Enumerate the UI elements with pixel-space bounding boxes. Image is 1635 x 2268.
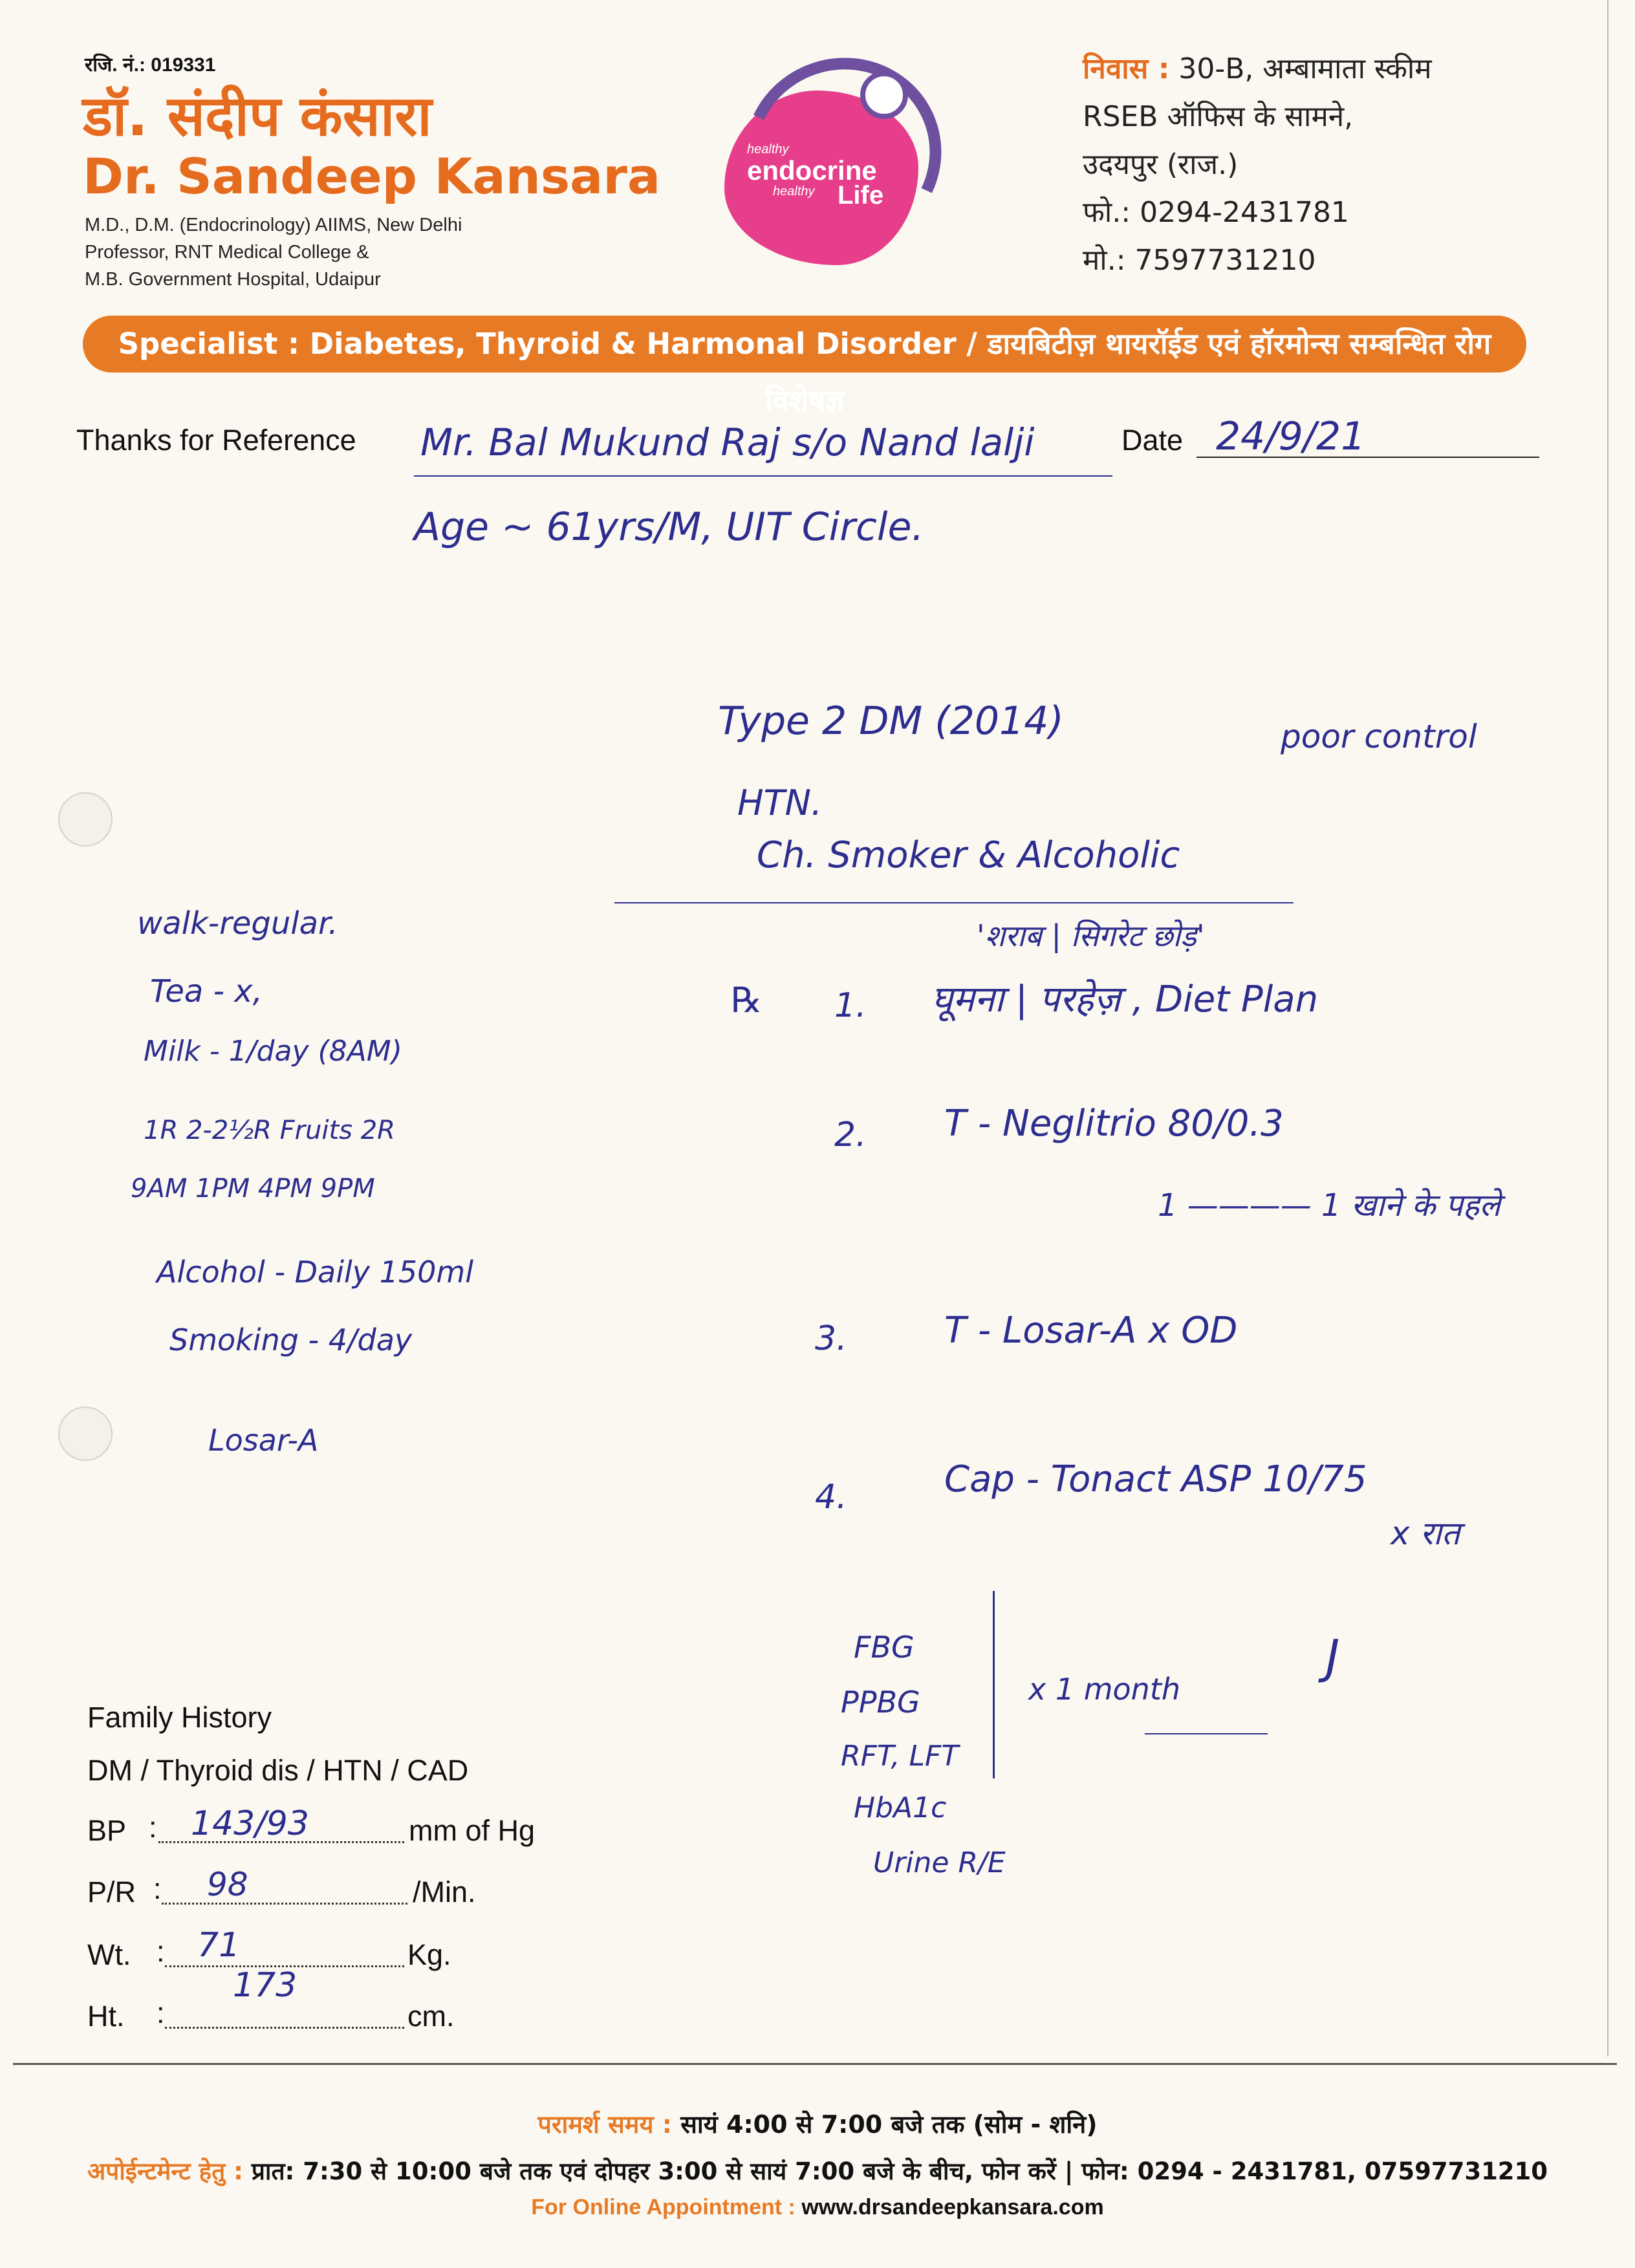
qualification-line: M.D., D.M. (Endocrinology) AIIMS, New Delhi <box>85 215 462 235</box>
patient-name: Mr. Bal Mukund Raj s/o Nand lalji <box>420 420 1035 464</box>
ht-label: Ht. <box>87 2000 125 2033</box>
age-address-line: Age ~ 61yrs/M, UIT Circle. <box>414 504 924 550</box>
specialist-banner: Specialist : Diabetes, Thyroid & Harmonal Disorder / डायबिटीज़ थायरॉईड एवं हॉरमोन्स सम्बन्धित रोग विशेषज्ञ <box>83 316 1526 373</box>
patient-underline <box>414 475 1112 477</box>
appointment-info: अपोईन्टमेन्ट हेतु : प्रात: 7:30 से 10:00 बजे तक एवं दोपहर 3:00 से सायं 7:00 बजे के बीच, फोन करें | फोन: 0294 - 2431781, 07597731210 <box>87 2157 1548 2185</box>
diet-times: 9AM 1PM 4PM 9PM <box>131 1174 375 1204</box>
pr-dots <box>162 1903 407 1905</box>
wt-label: Wt. <box>87 1938 131 1971</box>
signature-stroke <box>1145 1733 1268 1734</box>
qualification-line: Professor, RNT Medical College & <box>85 242 369 263</box>
registration-number: रजि. नं.: 019331 <box>85 54 216 76</box>
ht-colon: : <box>157 1996 165 2029</box>
test-item: PPBG <box>841 1685 920 1720</box>
pr-colon: : <box>153 1872 162 1905</box>
qualification-line: M.B. Government Hospital, Udaipur <box>85 269 381 290</box>
rx-item-number: 4. <box>815 1478 847 1517</box>
rx-item-text: T - Neglitrio 80/0.3 <box>944 1103 1284 1145</box>
bp-label: BP <box>87 1814 127 1847</box>
doctor-name-english: Dr. Sandeep Kansara <box>83 147 661 205</box>
advice-milk: Milk - 1/day (8AM) <box>144 1035 402 1068</box>
diagnosis-habits: Ch. Smoker & Alcoholic <box>757 834 1180 876</box>
ht-value: 173 <box>233 1966 298 2005</box>
doctor-name-hindi: डॉ. संदीप कंसारा <box>83 84 432 149</box>
mobile-line: मो.: 7597731210 <box>1083 244 1316 277</box>
advice-tea: Tea - x, <box>150 973 263 1010</box>
website-link[interactable]: www.drsandeepkansara.com <box>801 2195 1104 2219</box>
online-appointment: For Online Appointment : www.drsandeepkansara.com <box>531 2195 1104 2219</box>
doctor-signature: J <box>1326 1630 1340 1684</box>
current-medication: Losar-A <box>208 1423 319 1458</box>
rx-item-text: घूमना | परहेज़ , Diet Plan <box>931 978 1319 1021</box>
ht-unit: cm. <box>407 2000 455 2033</box>
rx-item-number: 2. <box>834 1116 867 1154</box>
advice-walk: walk-regular. <box>137 905 338 942</box>
date-label: Date <box>1121 424 1184 457</box>
rx-item-number: 1. <box>834 986 867 1025</box>
ht-dots <box>165 2027 404 2029</box>
test-item: RFT, LFT <box>841 1740 959 1773</box>
thanks-label: Thanks for Reference <box>76 424 356 457</box>
consultation-timing: परामर्श समय : सायं 4:00 से 7:00 बजे तक (सोम - शनि) <box>537 2110 1098 2139</box>
test-item: FBG <box>854 1630 915 1665</box>
rx-item-text: T - Losar-A x OD <box>944 1310 1238 1352</box>
wt-colon: : <box>157 1935 165 1968</box>
diet-meals: 1R 2-2½R Fruits 2R <box>144 1116 395 1145</box>
wt-unit: Kg. <box>407 1938 451 1971</box>
test-item: Urine R/E <box>873 1846 1006 1879</box>
rx-item-number: 3. <box>815 1319 847 1358</box>
punch-hole <box>58 792 113 847</box>
family-history-label: Family History <box>87 1701 272 1734</box>
advice-quit-habits: 'शराब | सिगरेट छोड़' <box>977 918 1205 953</box>
habit-smoking: Smoking - 4/day <box>169 1323 413 1357</box>
address-line: निवास : 30-B, अम्बामाता स्कीम <box>1083 52 1432 85</box>
pr-label: P/R <box>87 1875 136 1908</box>
phone-line: फो.: 0294-2431781 <box>1083 196 1349 229</box>
address-line: उदयपुर (राज.) <box>1083 148 1239 181</box>
wt-value: 71 <box>197 1926 241 1965</box>
tests-duration: x 1 month <box>1028 1672 1181 1707</box>
rx-item-text: x रात <box>1391 1515 1460 1552</box>
tests-bracket <box>993 1591 995 1778</box>
endocrine-logo: healthy endocrine healthy Life <box>698 26 944 278</box>
family-history-conditions: DM / Thyroid dis / HTN / CAD <box>87 1754 469 1787</box>
history-underline <box>614 902 1294 903</box>
date-value: 24/9/21 <box>1216 414 1366 459</box>
punch-hole <box>58 1407 113 1461</box>
diagnosis-htn: HTN. <box>737 783 823 823</box>
rx-symbol: ℞ <box>731 980 763 1021</box>
diagnosis-control: poor control <box>1281 718 1477 755</box>
diagnosis-diabetes: Type 2 DM (2014) <box>718 698 1064 744</box>
rx-item-text: 1 ———— 1 खाने के पहले <box>1158 1187 1500 1224</box>
bp-unit: mm of Hg <box>409 1814 536 1847</box>
page-edge-line <box>1607 0 1608 2057</box>
habit-alcohol: Alcohol - Daily 150ml <box>157 1255 474 1290</box>
address-line: RSEB ऑफिस के सामने, <box>1083 100 1354 133</box>
rx-item-text: Cap - Tonact ASP 10/75 <box>944 1458 1367 1500</box>
test-item: HbA1c <box>854 1791 947 1824</box>
pr-value: 98 <box>207 1866 248 1903</box>
pr-unit: /Min. <box>413 1875 476 1908</box>
footer-divider <box>13 2063 1617 2065</box>
bp-value: 143/93 <box>191 1804 309 1843</box>
date-underline <box>1196 457 1539 458</box>
bp-colon: : <box>149 1811 157 1844</box>
